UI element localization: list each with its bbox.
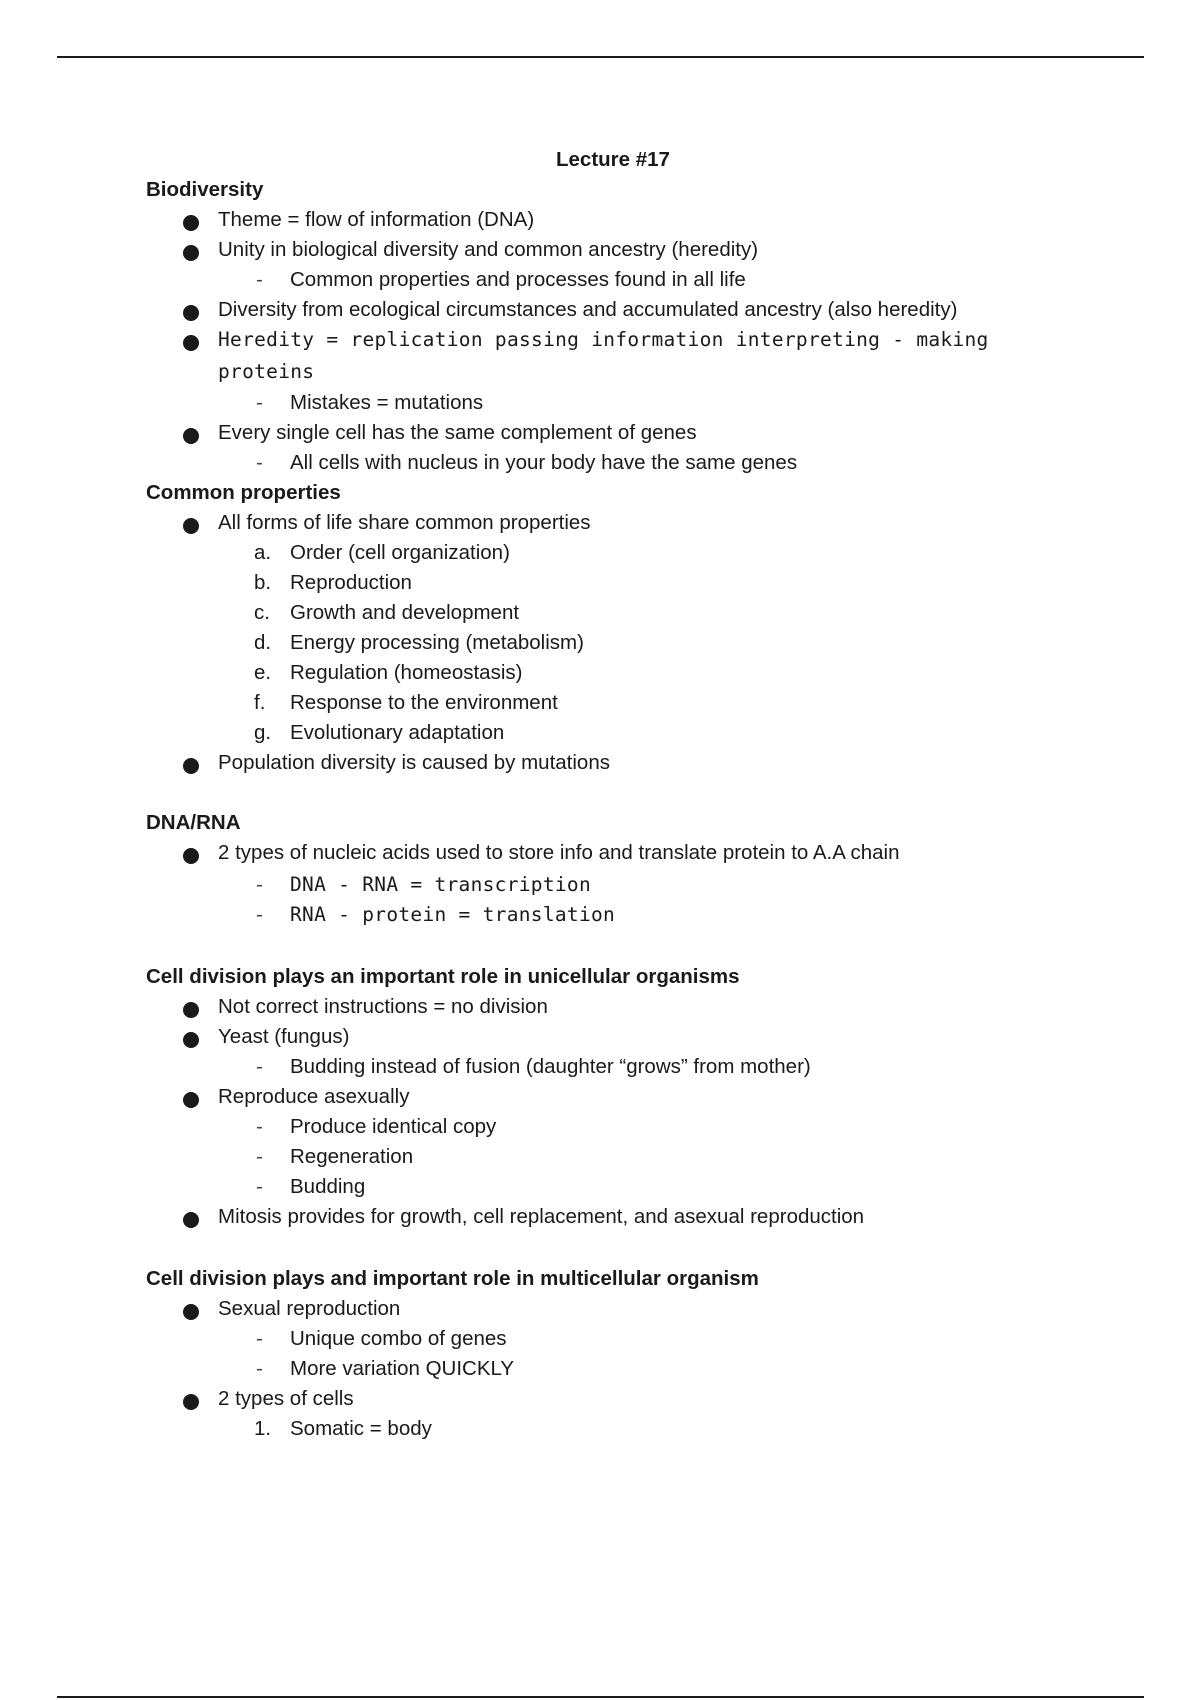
sub-list-item: Budding instead of fusion (daughter “grows” from mother) (290, 1055, 811, 1078)
bullet-icon (183, 335, 199, 351)
dash-marker: - (256, 1145, 263, 1168)
bullet-icon (183, 518, 199, 534)
list-item-continuation: proteins (218, 360, 315, 383)
page-title: Lecture #17 (556, 148, 670, 171)
sub-list-item: Regulation (homeostasis) (290, 661, 523, 684)
dash-marker: - (256, 873, 263, 896)
sub-list-item: Common properties and processes found in all life (290, 268, 746, 291)
dash-marker: - (256, 391, 263, 414)
sub-list-item: Reproduction (290, 571, 412, 594)
dash-marker: - (256, 268, 263, 291)
top-rule (57, 56, 1144, 58)
list-item: Theme = flow of information (DNA) (218, 208, 535, 231)
sub-list-item: DNA - RNA = transcription (290, 873, 591, 896)
bullet-icon (183, 1002, 199, 1018)
list-item: Yeast (fungus) (218, 1025, 350, 1048)
sub-list-item: Growth and development (290, 601, 520, 624)
dash-marker: - (256, 1055, 263, 1078)
sub-list-item: Response to the environment (290, 691, 558, 714)
list-letter: f. (254, 691, 266, 714)
sub-list-item: Unique combo of genes (290, 1327, 507, 1350)
list-item: Diversity from ecological circumstances and accumulated ancestry (also heredity) (218, 298, 958, 321)
bullet-icon (183, 1304, 199, 1320)
bullet-icon (183, 758, 199, 774)
section-heading-unicellular: Cell division plays an important role in unicellular organisms (146, 965, 740, 988)
bullet-icon (183, 245, 199, 261)
list-item: 2 types of cells (218, 1387, 354, 1410)
list-item: Reproduce asexually (218, 1085, 410, 1108)
list-item: Every single cell has the same complement of genes (218, 421, 697, 444)
bottom-rule (57, 1696, 1144, 1698)
sub-list-item: Produce identical copy (290, 1115, 497, 1138)
list-item: Mitosis provides for growth, cell replacement, and asexual reproduction (218, 1205, 865, 1228)
bullet-icon (183, 1092, 199, 1108)
bullet-icon (183, 305, 199, 321)
sub-list-item: Evolutionary adaptation (290, 721, 505, 744)
list-item: Not correct instructions = no division (218, 995, 548, 1018)
list-letter: e. (254, 661, 272, 684)
list-letter: d. (254, 631, 272, 654)
sub-list-item: More variation QUICKLY (290, 1357, 515, 1380)
dash-marker: - (256, 451, 263, 474)
sub-list-item: All cells with nucleus in your body have the same genes (290, 451, 798, 474)
section-heading-dna-rna: DNA/RNA (146, 811, 241, 834)
bullet-icon (183, 1394, 199, 1410)
bullet-icon (183, 1212, 199, 1228)
bullet-icon (183, 1032, 199, 1048)
section-heading-multicellular: Cell division plays and important role in multicellular organism (146, 1267, 759, 1290)
sub-list-item: Regeneration (290, 1145, 414, 1168)
sub-list-item: Somatic = body (290, 1417, 432, 1440)
list-item: Unity in biological diversity and common ancestry (heredity) (218, 238, 759, 261)
sub-list-item: Order (cell organization) (290, 541, 510, 564)
section-heading-biodiversity: Biodiversity (146, 178, 264, 201)
dash-marker: - (256, 903, 263, 926)
list-item: All forms of life share common properties (218, 511, 591, 534)
sub-list-item: Budding (290, 1175, 366, 1198)
list-letter: g. (254, 721, 272, 744)
list-number: 1. (254, 1417, 272, 1440)
section-heading-common-properties: Common properties (146, 481, 341, 504)
bullet-icon (183, 428, 199, 444)
dash-marker: - (256, 1357, 263, 1380)
sub-list-item: Energy processing (metabolism) (290, 631, 584, 654)
list-item: Heredity = replication passing information interpreting - making (218, 328, 989, 351)
bullet-icon (183, 215, 199, 231)
dash-marker: - (256, 1115, 263, 1138)
list-letter: b. (254, 571, 272, 594)
sub-list-item: Mistakes = mutations (290, 391, 484, 414)
dash-marker: - (256, 1327, 263, 1350)
list-item: Population diversity is caused by mutations (218, 751, 610, 774)
list-letter: a. (254, 541, 272, 564)
list-item: 2 types of nucleic acids used to store info and translate protein to A.A chain (218, 841, 900, 864)
list-item: Sexual reproduction (218, 1297, 401, 1320)
bullet-icon (183, 848, 199, 864)
list-letter: c. (254, 601, 270, 624)
dash-marker: - (256, 1175, 263, 1198)
sub-list-item: RNA - protein = translation (290, 903, 616, 926)
